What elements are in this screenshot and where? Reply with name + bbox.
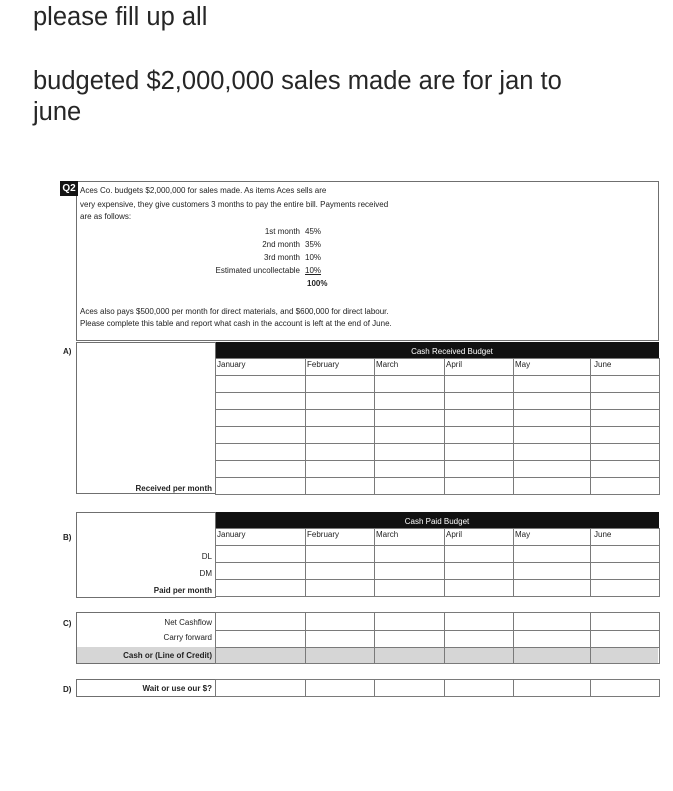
paid-row-dl: DL xyxy=(201,552,212,561)
final-row-line xyxy=(215,679,660,680)
cash-line-of-credit-label: Cash or (Line of Credit) xyxy=(123,651,212,660)
received-row-line xyxy=(215,358,660,359)
received-row-line xyxy=(215,392,660,393)
paid-month-0: January xyxy=(217,530,246,539)
section-b-label: B) xyxy=(63,533,72,542)
schedule-value-2: 35% xyxy=(305,240,322,249)
outro-line-1: Aces also pays $500,000 per month for direct materials, and $600,000 for direct labour. xyxy=(80,307,389,316)
received-row-line xyxy=(215,460,660,461)
final-col-line xyxy=(513,679,514,697)
paid-row-line xyxy=(215,579,660,580)
received-month-2: March xyxy=(376,360,399,369)
received-row-line xyxy=(215,443,660,444)
paid-row-line xyxy=(215,528,660,529)
cashflow-col-line xyxy=(444,612,445,664)
paid-title: Cash Paid Budget xyxy=(404,517,470,526)
intro-line-2: very expensive, they give customers 3 months to pay the entire bill. Payments received xyxy=(80,200,389,209)
cashflow-col-line xyxy=(590,612,591,664)
paid-month-5: June xyxy=(594,530,612,539)
paid-header-bar xyxy=(215,512,659,528)
paid-month-1: February xyxy=(307,530,340,539)
final-col-line xyxy=(374,679,375,697)
received-month-1: February xyxy=(307,360,340,369)
final-col-line xyxy=(444,679,445,697)
post-line-3: june xyxy=(33,98,82,126)
schedule-label-3: 3rd month xyxy=(263,253,300,262)
schedule-value-1: 45% xyxy=(305,227,322,236)
question-label: Q2 xyxy=(60,181,78,196)
received-title: Cash Received Budget xyxy=(411,347,493,356)
paid-month-2: March xyxy=(376,530,399,539)
post-line-1: please fill up all xyxy=(33,3,208,31)
paid-total-label: Paid per month xyxy=(153,586,212,595)
received-month-0: January xyxy=(217,360,246,369)
intro-line-1: Aces Co. budgets $2,000,000 for sales made. As items Aces sells are xyxy=(80,186,327,195)
received-row-line xyxy=(215,477,660,478)
cashflow-row-line xyxy=(215,612,660,613)
outro-line-2: Please complete this table and report what cash in the account is left at the end of June. xyxy=(80,319,392,328)
paid-month-3: April xyxy=(446,530,463,539)
section-a-label: A) xyxy=(63,347,72,356)
section-c-label: C) xyxy=(63,619,72,628)
paid-row-line xyxy=(215,596,660,597)
net-cashflow-label: Net Cashflow xyxy=(164,618,212,627)
schedule-label-4: Estimated uncollectable xyxy=(215,266,300,275)
cashflow-row-line xyxy=(215,630,660,631)
carry-forward-label: Carry forward xyxy=(163,633,212,642)
received-label-column xyxy=(76,342,216,494)
cashflow-col-line xyxy=(374,612,375,664)
received-row-line xyxy=(215,426,660,427)
paid-month-4: May xyxy=(515,530,531,539)
received-month-4: May xyxy=(515,360,531,369)
post-line-2: budgeted $2,000,000 sales made are for jan to xyxy=(33,67,562,95)
section-d-label: D) xyxy=(63,685,72,694)
intro-line-3: are as follows: xyxy=(80,212,132,221)
final-col-line xyxy=(659,679,660,697)
paid-row-line xyxy=(215,562,660,563)
received-total-label: Received per month xyxy=(135,484,212,493)
cashflow-col-line xyxy=(659,612,660,664)
received-month-5: June xyxy=(594,360,612,369)
schedule-label-2: 2nd month xyxy=(262,240,300,249)
cashflow-col-line xyxy=(215,612,216,664)
final-label: Wait or use our $? xyxy=(142,684,212,693)
cashflow-row-line xyxy=(215,647,660,648)
received-header-bar xyxy=(215,342,659,358)
cashflow-col-line xyxy=(513,612,514,664)
paid-row-dm: DM xyxy=(199,569,212,578)
paid-row-line xyxy=(215,545,660,546)
final-col-line xyxy=(215,679,216,697)
schedule-total: 100% xyxy=(307,279,328,288)
final-row-line xyxy=(215,696,660,697)
schedule-value-3: 10% xyxy=(305,253,322,262)
final-col-line xyxy=(305,679,306,697)
cashflow-row-line xyxy=(215,663,660,664)
received-row-line xyxy=(215,409,660,410)
received-month-3: April xyxy=(446,360,463,369)
schedule-value-4: 10% xyxy=(305,266,322,275)
received-row-line xyxy=(215,494,660,495)
received-row-line xyxy=(215,375,660,376)
schedule-label-1: 1st month xyxy=(264,227,300,236)
cashflow-col-line xyxy=(305,612,306,664)
final-col-line xyxy=(590,679,591,697)
